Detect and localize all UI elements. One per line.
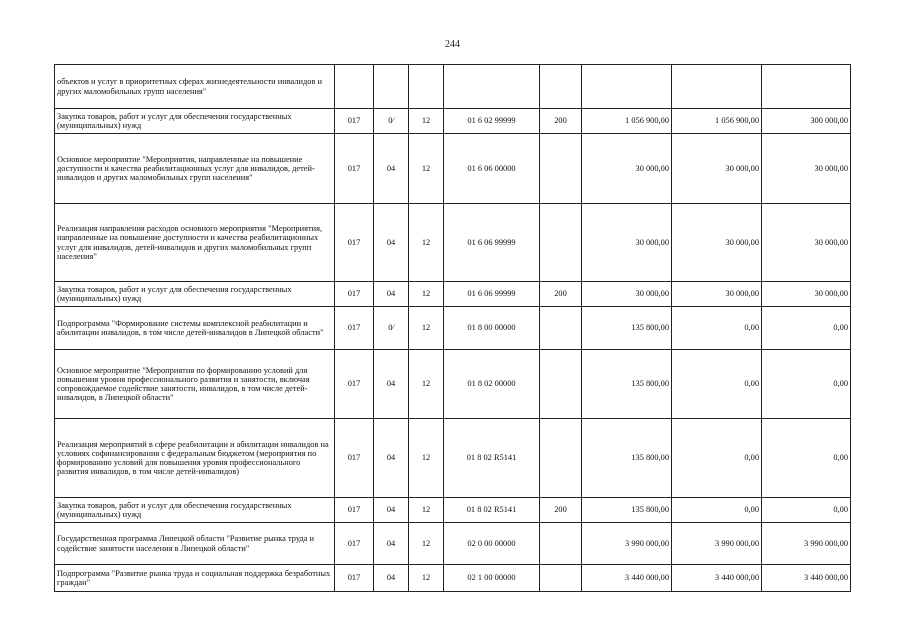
row-pr: 12 (409, 282, 444, 307)
table-row (55, 350, 851, 419)
row-sum-3: 0,00 (762, 498, 851, 523)
row-gr: 017 (335, 498, 374, 523)
row-name: объектов и услуг в приоритетных сферах жизнедеятельности инвалидов и других маломобильных групп населения" (55, 65, 335, 109)
row-sum-1: 135 800,00 (582, 419, 672, 498)
row-vr (540, 307, 582, 350)
row-pr (409, 65, 444, 109)
row-pr: 12 (409, 565, 444, 592)
table-row (55, 134, 851, 204)
row-sum-2: 1 056 900,00 (672, 109, 762, 134)
row-sum-1: 30 000,00 (582, 282, 672, 307)
table-row (55, 109, 851, 134)
row-vr: 200 (540, 109, 582, 134)
row-csr: 01 8 02 R5141 (444, 498, 540, 523)
row-rz: 04 (374, 282, 409, 307)
row-csr: 02 1 00 00000 (444, 565, 540, 592)
row-name: Закупка товаров, работ и услуг для обеспечения государственных (муниципальных) нужд (55, 109, 335, 134)
row-name: Закупка товаров, работ и услуг для обеспечения государственных (муниципальных) нужд (55, 498, 335, 523)
row-csr: 01 6 06 00000 (444, 134, 540, 204)
table-row (55, 307, 851, 350)
row-name: Закупка товаров, работ и услуг для обеспечения государственных (муниципальных) нужд (55, 282, 335, 307)
row-sum-2: 3 440 000,00 (672, 565, 762, 592)
row-rz: 04 (374, 419, 409, 498)
row-pr: 12 (409, 204, 444, 282)
row-vr (540, 419, 582, 498)
row-sum-3: 3 440 000,00 (762, 565, 851, 592)
row-csr: 01 8 02 00000 (444, 350, 540, 419)
row-rz (374, 65, 409, 109)
row-sum-1: 135 800,00 (582, 498, 672, 523)
table-row (55, 523, 851, 565)
row-sum-1: 3 440 000,00 (582, 565, 672, 592)
row-gr: 017 (335, 204, 374, 282)
row-sum-3: 3 990 000,00 (762, 523, 851, 565)
row-name: Основное мероприятие "Мероприятия по формированию условий для повышения уровня профессионального развития и занятости, включая сопровождаемое содействие занятости, инвалидов, в том числе детей-инвалидов, в Липецкой области" (55, 350, 335, 419)
row-sum-3: 0,00 (762, 350, 851, 419)
row-csr (444, 65, 540, 109)
row-rz: 0∕ (374, 109, 409, 134)
row-sum-2 (672, 65, 762, 109)
row-vr (540, 523, 582, 565)
row-pr: 12 (409, 350, 444, 419)
row-rz: 04 (374, 498, 409, 523)
row-gr: 017 (335, 419, 374, 498)
row-sum-1: 135 800,00 (582, 307, 672, 350)
table-row (55, 282, 851, 307)
row-vr: 200 (540, 498, 582, 523)
row-sum-1: 30 000,00 (582, 204, 672, 282)
row-gr: 017 (335, 282, 374, 307)
row-sum-1: 3 990 000,00 (582, 523, 672, 565)
row-sum-3: 0,00 (762, 307, 851, 350)
row-sum-2: 3 990 000,00 (672, 523, 762, 565)
row-csr: 01 6 02 99999 (444, 109, 540, 134)
row-sum-3: 30 000,00 (762, 282, 851, 307)
table-row (55, 498, 851, 523)
table-row (55, 65, 851, 109)
row-name: Подпрограмма "Формирование системы комплексной реабилитации и абилитации инвалидов, в том числе детей-инвалидов в Липецкой области" (55, 307, 335, 350)
row-vr (540, 350, 582, 419)
row-vr: 200 (540, 282, 582, 307)
row-sum-2: 30 000,00 (672, 282, 762, 307)
row-sum-1: 1 056 900,00 (582, 109, 672, 134)
row-rz: 0∕ (374, 307, 409, 350)
row-rz: 04 (374, 565, 409, 592)
row-vr (540, 204, 582, 282)
row-name: Реализация направления расходов основного мероприятия "Мероприятия, направленные на повышение доступности и качества реабилитационных услуг для инвалидов, детей-инвалидов и других маломобильных групп населения" (55, 204, 335, 282)
row-sum-1: 30 000,00 (582, 134, 672, 204)
row-sum-3 (762, 65, 851, 109)
row-gr: 017 (335, 523, 374, 565)
row-gr: 017 (335, 350, 374, 419)
row-sum-3: 300 000,00 (762, 109, 851, 134)
row-pr: 12 (409, 307, 444, 350)
row-sum-1: 135 800,00 (582, 350, 672, 419)
row-sum-3: 0,00 (762, 419, 851, 498)
row-rz: 04 (374, 204, 409, 282)
row-gr (335, 65, 374, 109)
table-row (55, 419, 851, 498)
row-vr (540, 65, 582, 109)
row-csr: 01 8 00 00000 (444, 307, 540, 350)
row-pr: 12 (409, 134, 444, 204)
row-sum-3: 30 000,00 (762, 204, 851, 282)
row-sum-2: 30 000,00 (672, 204, 762, 282)
row-name: Реализация мероприятий в сфере реабилитации и абилитации инвалидов на условиях софинансирования с федеральным бюджетом (мероприятия по формированию условий для повышения уровня профессионального развития инвалидов, в том числе детей-инвалидов) (55, 419, 335, 498)
row-sum-3: 30 000,00 (762, 134, 851, 204)
row-sum-2: 0,00 (672, 350, 762, 419)
table-row (55, 204, 851, 282)
row-sum-2: 0,00 (672, 307, 762, 350)
row-name: Основное мероприятие "Мероприятия, направленные на повышение доступности и качества реабилитационных услуг для инвалидов, детей-инвалидов и других маломобильных групп населения" (55, 134, 335, 204)
row-pr: 12 (409, 109, 444, 134)
row-gr: 017 (335, 307, 374, 350)
row-name: Государственная программа Липецкой области "Развитие рынка труда и содействие занятости населения в Липецкой области" (55, 523, 335, 565)
budget-table (54, 64, 851, 592)
row-gr: 017 (335, 109, 374, 134)
row-sum-2: 30 000,00 (672, 134, 762, 204)
table-row (55, 565, 851, 592)
row-csr: 01 8 02 R5141 (444, 419, 540, 498)
row-gr: 017 (335, 134, 374, 204)
row-pr: 12 (409, 498, 444, 523)
row-gr: 017 (335, 565, 374, 592)
row-sum-1 (582, 65, 672, 109)
row-csr: 01 6 06 99999 (444, 204, 540, 282)
row-sum-2: 0,00 (672, 498, 762, 523)
row-rz: 04 (374, 523, 409, 565)
row-name: Подпрограмма "Развитие рынка труда и социальная поддержка безработных граждан" (55, 565, 335, 592)
row-csr: 02 0 00 00000 (444, 523, 540, 565)
row-pr: 12 (409, 523, 444, 565)
row-sum-2: 0,00 (672, 419, 762, 498)
row-vr (540, 134, 582, 204)
row-rz: 04 (374, 350, 409, 419)
page-number: 244 (445, 39, 460, 50)
row-pr: 12 (409, 419, 444, 498)
row-csr: 01 6 06 99999 (444, 282, 540, 307)
row-vr (540, 565, 582, 592)
row-rz: 04 (374, 134, 409, 204)
